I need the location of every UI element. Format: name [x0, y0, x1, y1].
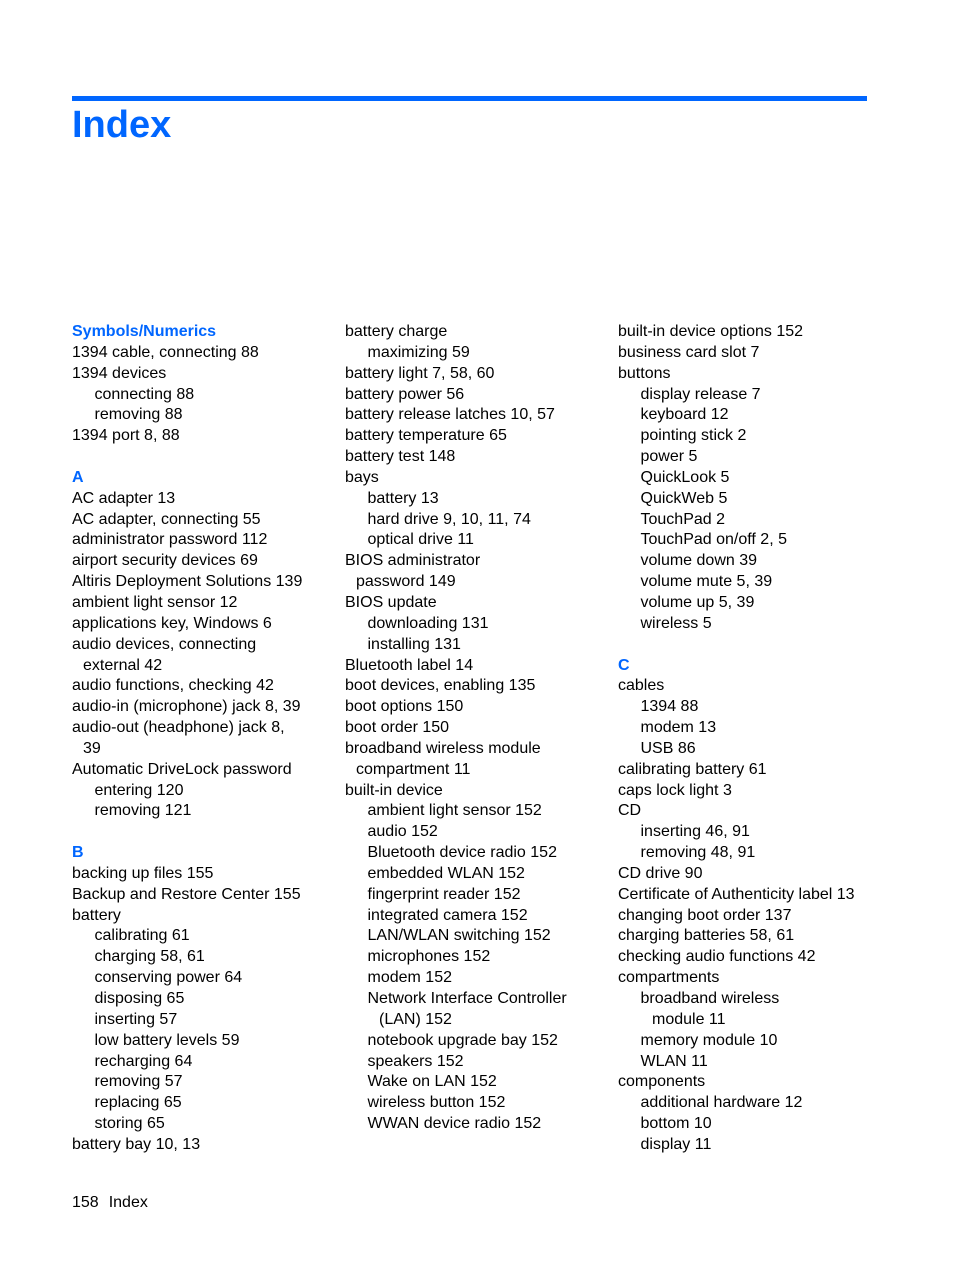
index-entry: 1394 cable, connecting 88 [72, 343, 259, 361]
index-entry: boot order 150 [345, 719, 450, 737]
index-subentry: installing 131 [367, 635, 461, 653]
index-subentry: downloading 131 [367, 614, 489, 632]
index-subentry: wireless 5 [640, 614, 712, 632]
index-subentry: pointing stick 2 [640, 427, 747, 445]
index-entry: audio functions, checking 42 [72, 677, 274, 695]
index-subentry: TouchPad 2 [640, 510, 726, 528]
index-subentry: disposing 65 [94, 990, 185, 1007]
index-subentry: QuickLook 5 [640, 468, 730, 486]
index-letter-heading: Symbols/Numerics [72, 323, 217, 340]
index-entry: battery [72, 906, 121, 924]
index-subentry: bottom 10 [640, 1115, 712, 1133]
index-entry: broadband wireless module [345, 739, 541, 757]
index-subentry: volume down 39 [640, 552, 758, 570]
index-entry: BIOS update [345, 593, 437, 611]
index-subentry: removing 88 [94, 406, 183, 424]
index-subentry: volume mute 5, 39 [640, 573, 773, 591]
index-entry: battery light 7, 58, 60 [345, 364, 495, 382]
index-subentry: battery 13 [367, 489, 439, 507]
index-entry: caps lock light 3 [618, 781, 732, 799]
index-subentry: QuickWeb 5 [640, 489, 728, 507]
index-subentry: inserting 57 [94, 1010, 178, 1028]
index-entry: cables [618, 677, 665, 695]
index-subentry: notebook upgrade bay 152 [367, 1031, 558, 1049]
index-entry: CD [618, 802, 642, 820]
page-title: Index [72, 104, 172, 146]
index-entry: battery charge [345, 323, 448, 340]
index-subentry: storing 65 [94, 1115, 165, 1133]
index-subentry: USB 86 [640, 739, 696, 757]
index-subentry: modem 13 [640, 719, 717, 737]
index-entry: compartments [618, 969, 720, 987]
index-entry-continuation: external 42 [83, 656, 163, 674]
index-subentry: volume up 5, 39 [640, 593, 755, 611]
index-subentry: modem 152 [367, 969, 452, 987]
index-section-gap [618, 635, 878, 656]
index-subentry: Wake on LAN 152 [367, 1073, 497, 1091]
index-subentry: integrated camera 152 [367, 906, 528, 924]
index-entry: Altiris Deployment Solutions 139 [72, 573, 303, 591]
index-entry: 1394 port 8, 88 [72, 427, 180, 445]
index-entry: business card slot 7 [618, 343, 760, 361]
index-subentry: inserting 46, 91 [640, 823, 750, 841]
footer-section-label: Index [108, 1194, 148, 1211]
index-entry: components [618, 1073, 706, 1091]
index-subentry: maximizing 59 [367, 343, 470, 361]
index-letter-heading: C [618, 656, 630, 674]
index-entry: buttons [618, 364, 671, 382]
index-subentry: memory module 10 [640, 1031, 778, 1049]
index-section-gap [72, 822, 332, 843]
index-subentry: display release 7 [640, 385, 761, 403]
index-entry: built-in device [345, 781, 443, 799]
index-subentry: hard drive 9, 10, 11, 74 [367, 510, 531, 528]
index-entry: Bluetooth label 14 [345, 656, 474, 674]
index-subentry: embedded WLAN 152 [367, 864, 525, 882]
index-subentry: power 5 [640, 448, 698, 466]
index-entry: BIOS administrator [345, 552, 481, 570]
index-entry: battery bay 10, 13 [72, 1135, 201, 1153]
index-entry: Backup and Restore Center 155 [72, 885, 301, 903]
index-entry: changing boot order 137 [618, 906, 792, 924]
index-subentry: connecting 88 [94, 385, 195, 403]
index-subentry: entering 120 [94, 781, 184, 799]
index-subentry: display 11 [640, 1135, 712, 1153]
index-subentry: conserving power 64 [94, 969, 243, 987]
index-subentry: ambient light sensor 152 [367, 802, 542, 820]
index-section-gap [72, 447, 332, 468]
index-subentry: low battery levels 59 [94, 1031, 240, 1049]
index-subentry: LAN/WLAN switching 152 [367, 927, 551, 945]
index-subentry: removing 57 [94, 1073, 183, 1091]
index-entry-continuation: password 149 [356, 573, 456, 591]
index-letter-heading: A [72, 468, 84, 486]
index-subentry: removing 121 [94, 802, 192, 820]
index-entry: calibrating battery 61 [618, 760, 767, 778]
index-subentry: TouchPad on/off 2, 5 [640, 531, 787, 549]
index-entry: Certificate of Authenticity label 13 [618, 885, 855, 903]
index-subentry: microphones 152 [367, 948, 491, 966]
index-subentry: keyboard 12 [640, 406, 729, 424]
title-rule [72, 96, 867, 101]
index-entry: CD drive 90 [618, 864, 703, 882]
index-entry: ambient light sensor 12 [72, 593, 238, 611]
index-entry: 1394 devices [72, 364, 167, 382]
index-entry: battery test 148 [345, 448, 456, 466]
index-entry: AC adapter 13 [72, 489, 176, 507]
index-column-2 [345, 322, 605, 1135]
index-column-1 [72, 322, 332, 1156]
page-number: 158 [72, 1194, 99, 1211]
index-entry: airport security devices 69 [72, 552, 258, 570]
index-subentry-continuation: (LAN) 152 [379, 1010, 452, 1028]
index-letter-heading: B [72, 844, 84, 862]
index-subentry: calibrating 61 [94, 927, 190, 945]
index-subentry: Bluetooth device radio 152 [367, 844, 557, 862]
index-entry: charging batteries 58, 61 [618, 927, 795, 945]
index-entry: audio-in (microphone) jack 8, 39 [72, 698, 301, 716]
index-column-3 [618, 322, 878, 1156]
index-subentry: replacing 65 [94, 1094, 182, 1112]
index-entry: boot options 150 [345, 698, 464, 716]
index-entry: battery temperature 65 [345, 427, 507, 445]
index-subentry: charging 58, 61 [94, 948, 205, 966]
index-entry: applications key, Windows 6 [72, 614, 272, 632]
index-subentry: recharging 64 [94, 1052, 193, 1070]
index-subentry: WLAN 11 [640, 1052, 708, 1070]
index-entry: checking audio functions 42 [618, 948, 816, 966]
index-subentry-continuation: module 11 [652, 1010, 726, 1028]
index-entry: audio-out (headphone) jack 8, [72, 719, 285, 737]
index-entry: bays [345, 468, 379, 486]
index-entry: administrator password 112 [72, 531, 268, 549]
index-subentry: additional hardware 12 [640, 1094, 803, 1112]
index-entry: boot devices, enabling 135 [345, 677, 536, 695]
index-entry: Automatic DriveLock password [72, 760, 292, 778]
index-subentry: fingerprint reader 152 [367, 885, 521, 903]
index-entry: AC adapter, connecting 55 [72, 510, 261, 528]
index-subentry: Network Interface Controller [367, 990, 567, 1007]
index-entry-continuation: compartment 11 [356, 760, 471, 778]
index-entry: backing up files 155 [72, 864, 214, 882]
index-subentry: wireless button 152 [367, 1094, 506, 1112]
index-subentry: broadband wireless [640, 990, 780, 1007]
page-footer [72, 1193, 148, 1213]
index-subentry: 1394 88 [640, 698, 699, 716]
index-entry: battery release latches 10, 57 [345, 406, 555, 424]
index-entry: audio devices, connecting [72, 635, 257, 653]
index-subentry: optical drive 11 [367, 531, 474, 549]
index-subentry: WWAN device radio 152 [367, 1115, 542, 1133]
index-subentry: removing 48, 91 [640, 844, 756, 862]
index-subentry: audio 152 [367, 823, 438, 841]
index-subentry: speakers 152 [367, 1052, 464, 1070]
index-entry: battery power 56 [345, 385, 465, 403]
index-entry: built-in device options 152 [618, 323, 804, 340]
index-entry-continuation: 39 [83, 739, 101, 757]
